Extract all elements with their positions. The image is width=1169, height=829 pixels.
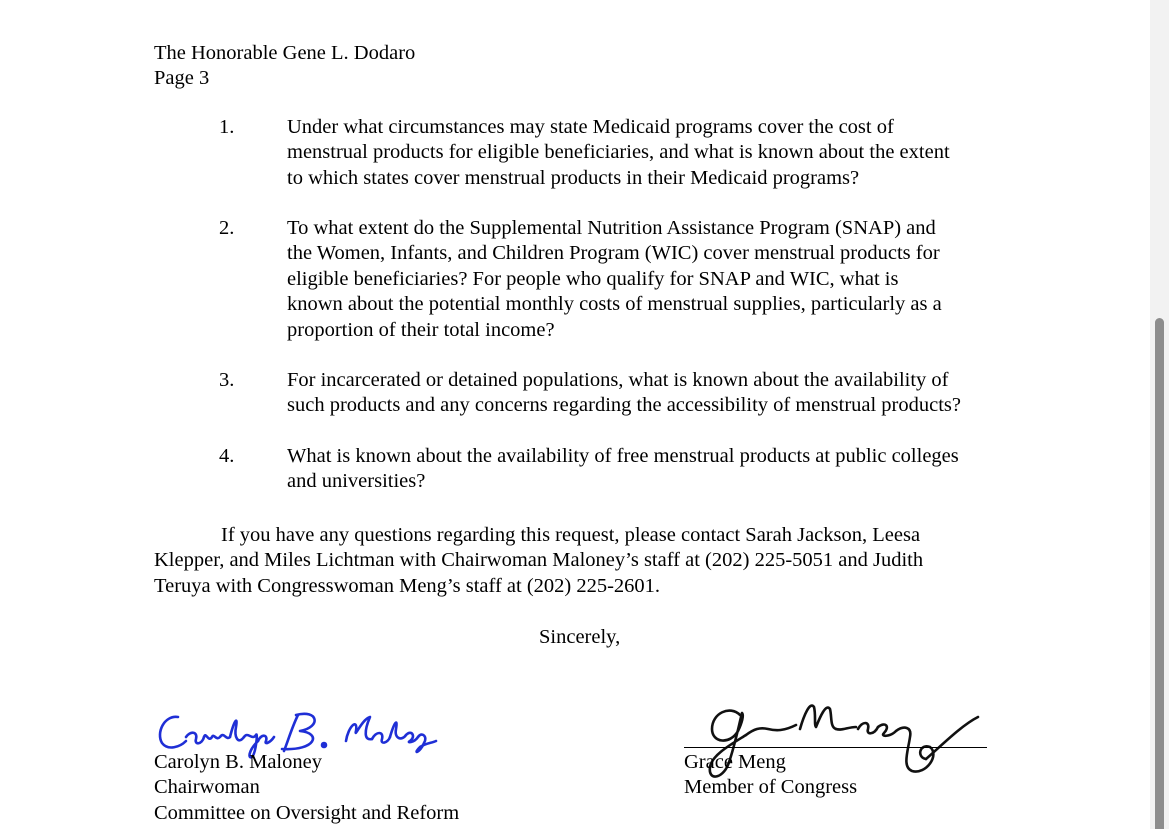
question-text xyxy=(287,368,1027,419)
sign-off: Sincerely, xyxy=(539,626,621,648)
closing-line: Klepper, and Miles Lichtman with Chairwoman Maloney’s staff at (202) 225-5051 and Judith xyxy=(154,549,924,572)
addressee: The Honorable Gene L. Dodaro xyxy=(154,42,416,64)
signature-line xyxy=(684,747,987,748)
closing-paragraph xyxy=(154,523,923,599)
signatory-committee: Committee on Oversight and Reform xyxy=(154,801,460,824)
signatory-name: Carolyn B. Maloney xyxy=(154,751,322,773)
question-line: For incarcerated or detained populations, what is known about the availability of xyxy=(287,369,949,391)
question-line: To what extent do the Supplemental Nutrition Assistance Program (SNAP) and xyxy=(287,217,936,239)
question-line: proportion of their total income? xyxy=(287,318,555,341)
question-line: the Women, Infants, and Children Program (WIC) cover menstrual products for xyxy=(287,242,940,265)
question-line: known about the potential monthly costs of menstrual supplies, particularly as a xyxy=(287,293,942,316)
question-line: and universities? xyxy=(287,470,426,493)
closing-line: Teruya with Congresswoman Meng’s staff at (202) 225-2601. xyxy=(154,574,661,597)
question-number: 2. xyxy=(219,217,235,239)
signatory-right xyxy=(684,750,857,801)
signatory-name: Grace Meng xyxy=(684,751,786,773)
page-number: Page 3 xyxy=(154,67,210,90)
question-text xyxy=(287,115,1027,191)
question-line: eligible beneficiaries? For people who qualify for SNAP and WIC, what is xyxy=(287,267,899,290)
question-number: 3. xyxy=(219,369,235,391)
signatory-left xyxy=(154,750,459,826)
question-line: to which states cover menstrual products in their Medicaid programs? xyxy=(287,166,860,189)
question-number: 1. xyxy=(219,116,235,138)
closing-line: If you have any questions regarding this request, please contact Sarah Jackson, Leesa xyxy=(221,524,921,546)
question-line: such products and any concerns regarding the accessibility of menstrual products? xyxy=(287,394,962,417)
question-line: menstrual products for eligible beneficiaries, and what is known about the extent xyxy=(287,141,950,164)
letter-header xyxy=(154,41,415,92)
question-text xyxy=(287,444,1027,495)
vertical-scrollbar[interactable] xyxy=(1150,0,1169,829)
signatory-title: Chairwoman xyxy=(154,776,260,799)
scrollbar-thumb[interactable] xyxy=(1155,318,1164,829)
signatory-title: Member of Congress xyxy=(684,776,858,799)
question-number: 4. xyxy=(219,445,235,467)
question-line: What is known about the availability of free menstrual products at public colleges xyxy=(287,445,959,467)
question-line: Under what circumstances may state Medicaid programs cover the cost of xyxy=(287,116,894,138)
question-text xyxy=(287,216,1027,343)
